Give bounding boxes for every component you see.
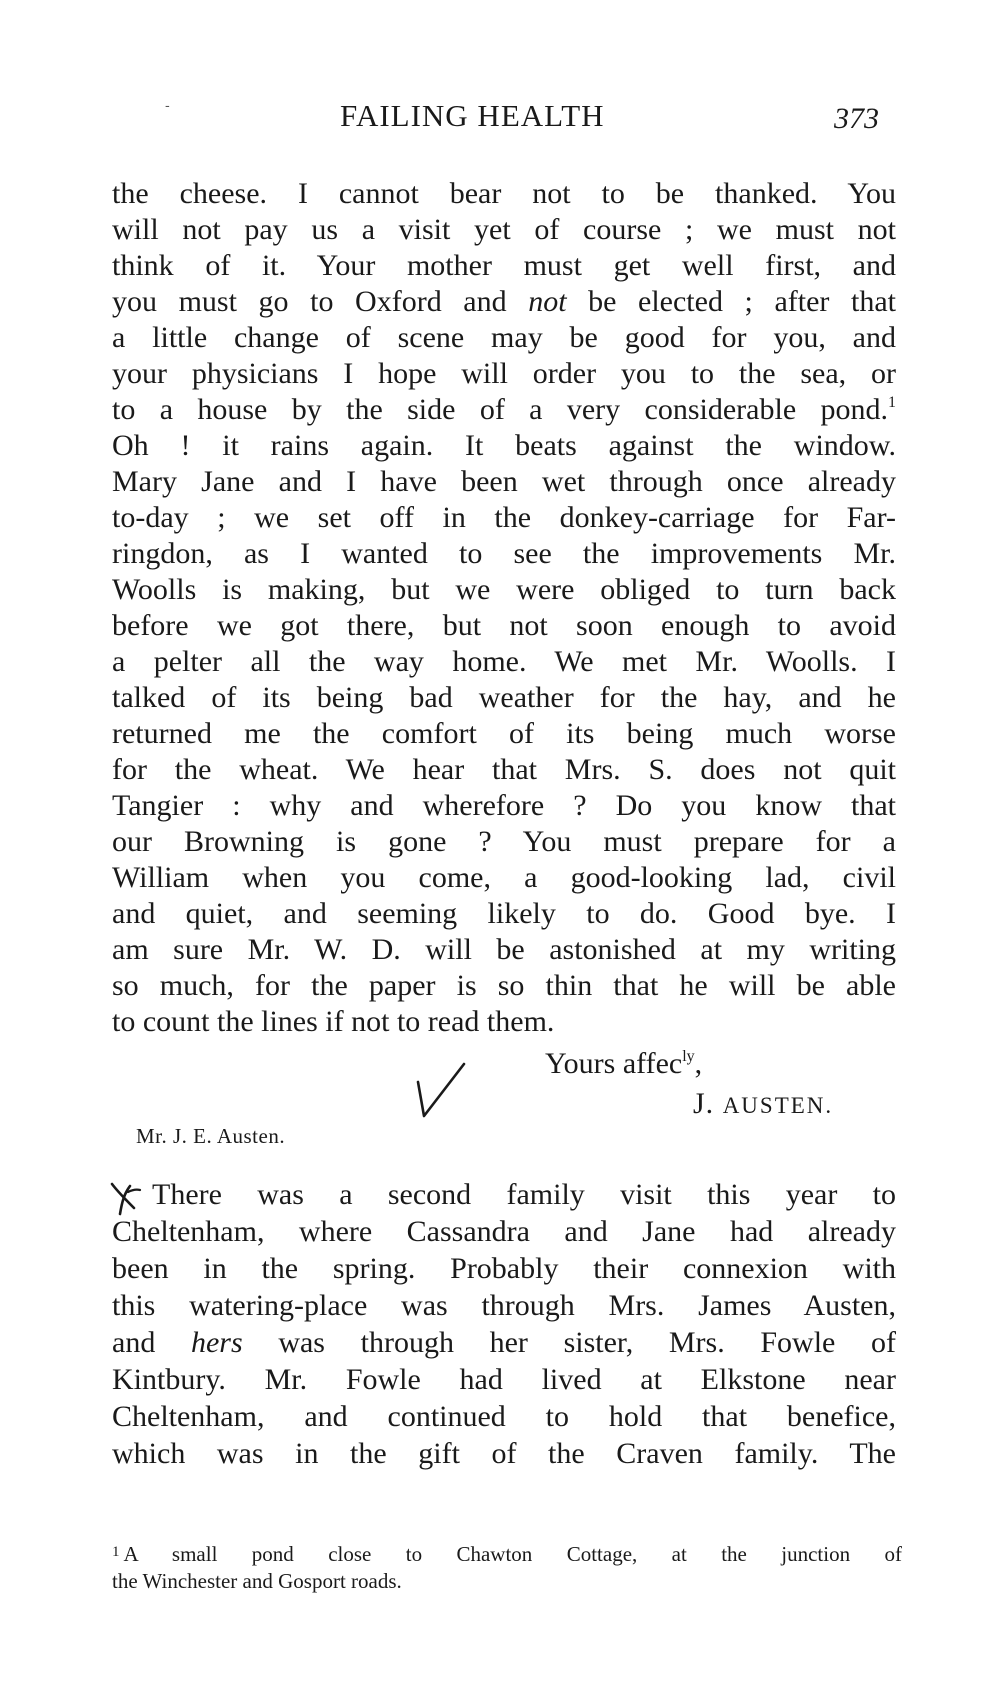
letter-line-text: to a house by the side of a very considerable pond.: [112, 393, 888, 426]
running-title: FAILING HEALTH: [340, 98, 605, 133]
letter-line-with-footnote: [112, 392, 896, 428]
handwritten-tick-icon: [412, 1060, 468, 1118]
letter-line: to-day ; we set off in the donkey-carriage for Far-: [112, 501, 896, 534]
narrative-line: Cheltenham, where Cassandra and Jane had already: [112, 1215, 896, 1248]
line-text-after: be elected ; after that: [566, 285, 896, 318]
footnote-ref: 1: [888, 394, 896, 411]
letter-line: for the wheat. We hear that Mrs. S. does not quit: [112, 753, 896, 786]
narrative-line: which was in the gift of the Craven family. The: [112, 1437, 896, 1470]
italic-word: hers: [190, 1326, 243, 1359]
italic-word: not: [528, 285, 567, 318]
line-text-before: and: [112, 1326, 191, 1359]
footnote-line: [112, 1538, 902, 1567]
letter-line: to count the lines if not to read them.: [112, 1005, 555, 1038]
letter-line-with-italic: [112, 284, 896, 320]
letter-line: ringdon, as I wanted to see the improvements Mr.: [112, 537, 896, 570]
letter-line: returned me the comfort of its being much worse: [112, 717, 896, 750]
letter-line: the cheese. I cannot bear not to be thanked. You: [112, 177, 896, 210]
letter-line: a pelter all the way home. We met Mr. Woolls. I: [112, 645, 896, 678]
running-head: [0, 98, 1000, 138]
letter-line: Mary Jane and I have been wet through once already: [112, 465, 896, 498]
stray-mark: -: [165, 98, 170, 114]
letter-line: Woolls is making, but we were obliged to turn back: [112, 573, 896, 606]
narrative-line: There was a second family visit this year to: [152, 1178, 896, 1211]
page-number: 373: [834, 102, 879, 135]
closing-comma: ,: [694, 1047, 703, 1080]
letter-line: am sure Mr. W. D. will be astonished at my writing: [112, 933, 896, 966]
narrative-line-with-italic: [112, 1324, 896, 1361]
letter-line: so much, for the paper is so thin that he will be able: [112, 969, 896, 1002]
footnote-text: A small pond close to Chawton Cottage, at the junction of: [123, 1542, 902, 1566]
letter-line: talked of its being bad weather for the hay, and he: [112, 681, 896, 714]
footnotes: [112, 1538, 902, 1596]
line-text-after: was through her sister, Mrs. Fowle of: [242, 1326, 896, 1359]
letter-addressee: Mr. J. E. Austen.: [136, 1124, 286, 1148]
signature-name: AUSTEN.: [722, 1093, 834, 1118]
closing-text: Yours affec: [545, 1047, 683, 1080]
narrative-line: this watering-place was through Mrs. James Austen,: [112, 1289, 896, 1322]
narrative-line: Kintbury. Mr. Fowle had lived at Elkstone near: [112, 1363, 896, 1396]
line-text-before: you must go to Oxford and: [112, 285, 529, 318]
letter-line: and quiet, and seeming likely to do. Good bye. I: [112, 897, 896, 930]
letter-line: your physicians I hope will order you to the sea, or: [112, 357, 896, 390]
footnote-marker: 1: [112, 1544, 120, 1560]
letter-line: will not pay us a visit yet of course ; we must not: [112, 213, 896, 246]
letter-line: Tangier : why and wherefore ? Do you know that: [112, 789, 896, 822]
closing-superscript: ly: [682, 1048, 695, 1065]
letter-line: our Browning is gone ? You must prepare for a: [112, 825, 896, 858]
narrative-line: been in the spring. Probably their connexion with: [112, 1252, 896, 1285]
letter-line: William when you come, a good-looking lad, civil: [112, 861, 896, 894]
letter-line: think of it. Your mother must get well first, and: [112, 249, 896, 282]
letter-closing: [545, 1047, 702, 1081]
letter-line: Oh ! it rains again. It beats against the window.: [112, 429, 896, 462]
letter-line: before we got there, but not soon enough to avoid: [112, 609, 896, 642]
letter-line: a little change of scene may be good for you, and: [112, 321, 896, 354]
letter-signature: [693, 1087, 833, 1121]
signature-initial: J.: [693, 1087, 723, 1120]
narrative-line: Cheltenham, and continued to hold that benefice,: [112, 1400, 896, 1433]
footnote-line: the Winchester and Gosport roads.: [112, 1569, 402, 1593]
letter-body: [112, 176, 896, 1040]
narrative-paragraph: [112, 1176, 896, 1472]
